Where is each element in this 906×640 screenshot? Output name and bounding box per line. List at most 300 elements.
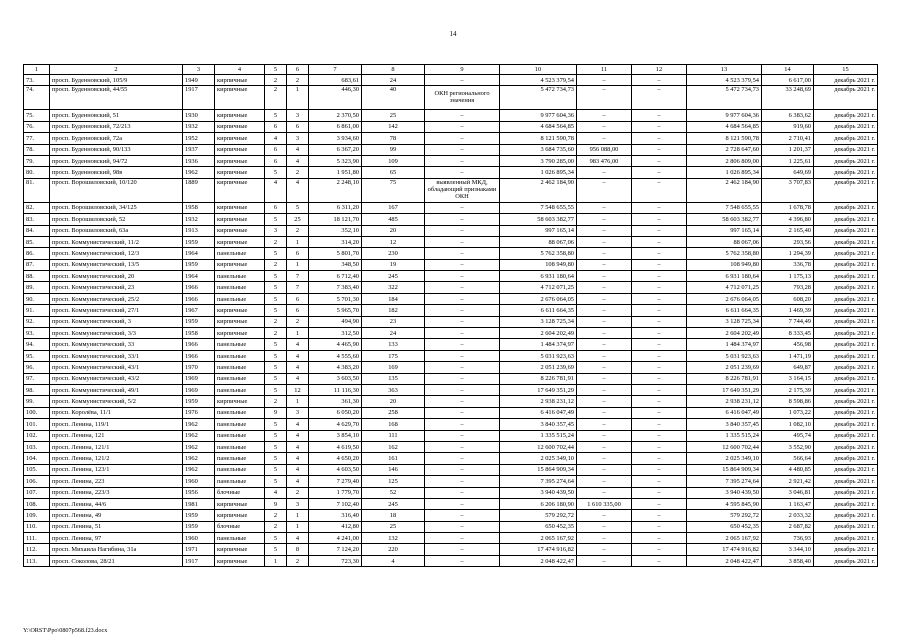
cell-heritage-status: – bbox=[425, 510, 500, 521]
cell-row-number: 80. bbox=[24, 167, 50, 178]
cell-wall-material: панельные bbox=[215, 350, 265, 361]
cell-year-built: 1959 bbox=[183, 316, 215, 327]
cell-cost-owners: 6 611 664,35 bbox=[687, 305, 762, 316]
cell-address: просп. Коммунистический, 20 bbox=[50, 271, 183, 282]
cell-heritage-status: – bbox=[425, 453, 500, 464]
table-row bbox=[24, 453, 878, 464]
cell-cost-funds-b: – bbox=[632, 293, 687, 304]
cell-cost-funds-b: – bbox=[632, 476, 687, 487]
cell-floors: 9 bbox=[265, 498, 287, 509]
cell-residents: 109 bbox=[362, 155, 425, 166]
cell-completion-date: декабрь 2021 г. bbox=[814, 202, 878, 213]
cell-cost-funds-a: – bbox=[577, 487, 632, 498]
cell-row-number: 105. bbox=[24, 464, 50, 475]
cell-cost-per-sqm: 2 033,32 bbox=[762, 510, 814, 521]
cell-cost-per-sqm: 4 480,85 bbox=[762, 464, 814, 475]
cell-cost-per-sqm: 2 710,41 bbox=[762, 133, 814, 144]
cell-cost-owners: 5 762 358,80 bbox=[687, 248, 762, 259]
cell-cost-funds-b: – bbox=[632, 75, 687, 86]
cell-cost-funds-b: – bbox=[632, 155, 687, 166]
cell-cost-funds-b: – bbox=[632, 144, 687, 155]
cell-row-number: 111. bbox=[24, 533, 50, 544]
cell-cost-funds-a: 1 610 335,00 bbox=[577, 498, 632, 509]
table-row bbox=[24, 430, 878, 441]
cell-year-built: 1962 bbox=[183, 430, 215, 441]
column-header-13: 13 bbox=[687, 65, 762, 75]
table-row bbox=[24, 487, 878, 498]
cell-address: просп. Коммунистический, 3/3 bbox=[50, 328, 183, 339]
cell-wall-material: кирпичные bbox=[215, 110, 265, 121]
cell-cost-funds-a: – bbox=[577, 110, 632, 121]
cell-cost-funds-b: – bbox=[632, 86, 687, 110]
cell-entrances: 4 bbox=[287, 373, 309, 384]
cell-floors: 4 bbox=[265, 178, 287, 202]
cell-heritage-status: – bbox=[425, 384, 500, 395]
cell-address: просп. Ленина, 121/2 bbox=[50, 453, 183, 464]
cell-heritage-status: – bbox=[425, 396, 500, 407]
cell-cost-funds-b: – bbox=[632, 510, 687, 521]
cell-completion-date: декабрь 2021 г. bbox=[814, 533, 878, 544]
table-row bbox=[24, 202, 878, 213]
cell-completion-date: декабрь 2021 г. bbox=[814, 167, 878, 178]
cell-completion-date: декабрь 2021 г. bbox=[814, 248, 878, 259]
cell-floors: 5 bbox=[265, 430, 287, 441]
cell-residents: 99 bbox=[362, 144, 425, 155]
column-number-header-row bbox=[24, 65, 878, 75]
table-row bbox=[24, 110, 878, 121]
cell-year-built: 1958 bbox=[183, 202, 215, 213]
cell-address: просп. Ворошиловский, 63а bbox=[50, 225, 183, 236]
cell-heritage-status: – bbox=[425, 350, 500, 361]
cell-cost-funds-a: – bbox=[577, 396, 632, 407]
table-row bbox=[24, 225, 878, 236]
cell-cost-funds-a: – bbox=[577, 521, 632, 532]
cell-entrances: 1 bbox=[287, 521, 309, 532]
cell-row-number: 89. bbox=[24, 282, 50, 293]
cell-heritage-status: – bbox=[425, 248, 500, 259]
cell-area: 723,30 bbox=[309, 555, 362, 566]
cell-cost-total: 1 335 515,24 bbox=[500, 430, 577, 441]
cell-entrances: 12 bbox=[287, 384, 309, 395]
cell-entrances: 4 bbox=[287, 533, 309, 544]
cell-year-built: 1932 bbox=[183, 214, 215, 225]
cell-cost-owners: 8 121 590,78 bbox=[687, 133, 762, 144]
cell-area: 494,90 bbox=[309, 316, 362, 327]
cell-heritage-status: – bbox=[425, 293, 500, 304]
cell-residents: 142 bbox=[362, 121, 425, 132]
cell-cost-total: 12 600 702,44 bbox=[500, 441, 577, 452]
cell-floors: 5 bbox=[265, 282, 287, 293]
cell-wall-material: кирпичные bbox=[215, 178, 265, 202]
table-row bbox=[24, 339, 878, 350]
cell-heritage-status: – bbox=[425, 282, 500, 293]
cell-cost-owners: 3 128 725,34 bbox=[687, 316, 762, 327]
document-file-path: Y:\ORST\Ppo\0807p568.f23.docx bbox=[23, 627, 108, 634]
cell-cost-per-sqm: 1 073,22 bbox=[762, 407, 814, 418]
cell-year-built: 1969 bbox=[183, 373, 215, 384]
cell-entrances: 8 bbox=[287, 544, 309, 555]
cell-cost-total: 4 712 071,25 bbox=[500, 282, 577, 293]
cell-heritage-status: – bbox=[425, 328, 500, 339]
cell-cost-funds-a: – bbox=[577, 555, 632, 566]
cell-cost-per-sqm: 736,93 bbox=[762, 533, 814, 544]
cell-address: просп. Михаила Нагибина, 31а bbox=[50, 544, 183, 555]
cell-floors: 3 bbox=[265, 225, 287, 236]
cell-cost-funds-a: – bbox=[577, 225, 632, 236]
table-row bbox=[24, 271, 878, 282]
cell-year-built: 1913 bbox=[183, 225, 215, 236]
cell-floors: 2 bbox=[265, 86, 287, 110]
cell-year-built: 1970 bbox=[183, 362, 215, 373]
cell-residents: 485 bbox=[362, 214, 425, 225]
cell-area: 6 367,20 bbox=[309, 144, 362, 155]
cell-completion-date: декабрь 2021 г. bbox=[814, 133, 878, 144]
cell-cost-per-sqm: 1 225,61 bbox=[762, 155, 814, 166]
cell-cost-funds-b: – bbox=[632, 487, 687, 498]
cell-residents: 25 bbox=[362, 521, 425, 532]
cell-cost-funds-b: – bbox=[632, 373, 687, 384]
cell-cost-owners: 15 864 909,34 bbox=[687, 464, 762, 475]
cell-entrances: 4 bbox=[287, 430, 309, 441]
cell-entrances: 4 bbox=[287, 178, 309, 202]
cell-cost-owners: 108 949,80 bbox=[687, 259, 762, 270]
cell-completion-date: декабрь 2021 г. bbox=[814, 544, 878, 555]
cell-wall-material: кирпичные bbox=[215, 305, 265, 316]
cell-row-number: 90. bbox=[24, 293, 50, 304]
cell-area: 4 241,00 bbox=[309, 533, 362, 544]
cell-heritage-status: – bbox=[425, 214, 500, 225]
cell-cost-total: 1 484 374,97 bbox=[500, 339, 577, 350]
cell-completion-date: декабрь 2021 г. bbox=[814, 384, 878, 395]
cell-completion-date: декабрь 2021 г. bbox=[814, 498, 878, 509]
cell-area: 5 701,30 bbox=[309, 293, 362, 304]
table-row bbox=[24, 544, 878, 555]
cell-area: 7 102,40 bbox=[309, 498, 362, 509]
cell-year-built: 1962 bbox=[183, 453, 215, 464]
cell-residents: 52 bbox=[362, 487, 425, 498]
cell-residents: 65 bbox=[362, 167, 425, 178]
cell-address: просп. Ленина, 97 bbox=[50, 533, 183, 544]
cell-cost-per-sqm: 8 333,45 bbox=[762, 328, 814, 339]
cell-cost-owners: 4 712 071,25 bbox=[687, 282, 762, 293]
cell-residents: 182 bbox=[362, 305, 425, 316]
cell-entrances: 1 bbox=[287, 510, 309, 521]
cell-cost-funds-b: – bbox=[632, 271, 687, 282]
cell-entrances: 1 bbox=[287, 396, 309, 407]
cell-heritage-status: – bbox=[425, 202, 500, 213]
cell-cost-funds-a: – bbox=[577, 510, 632, 521]
cell-completion-date: декабрь 2021 г. bbox=[814, 487, 878, 498]
cell-cost-funds-a: – bbox=[577, 544, 632, 555]
cell-heritage-status: – bbox=[425, 430, 500, 441]
cell-address: просп. Буденновский, 90/133 bbox=[50, 144, 183, 155]
cell-wall-material: кирпичные bbox=[215, 555, 265, 566]
cell-residents: 125 bbox=[362, 476, 425, 487]
cell-area: 683,61 bbox=[309, 75, 362, 86]
cell-residents: 167 bbox=[362, 202, 425, 213]
cell-floors: 2 bbox=[265, 510, 287, 521]
cell-cost-funds-a: – bbox=[577, 86, 632, 110]
cell-heritage-status: ОКН регионального значения bbox=[425, 86, 500, 110]
cell-wall-material: панельные bbox=[215, 419, 265, 430]
column-header-3: 3 bbox=[183, 65, 215, 75]
cell-area: 6 712,40 bbox=[309, 271, 362, 282]
cell-completion-date: декабрь 2021 г. bbox=[814, 316, 878, 327]
cell-floors: 5 bbox=[265, 214, 287, 225]
table-row bbox=[24, 362, 878, 373]
cell-cost-funds-b: – bbox=[632, 498, 687, 509]
cell-completion-date: декабрь 2021 г. bbox=[814, 476, 878, 487]
cell-row-number: 74. bbox=[24, 86, 50, 110]
cell-residents: 24 bbox=[362, 75, 425, 86]
cell-cost-funds-a: – bbox=[577, 476, 632, 487]
cell-cost-funds-a: – bbox=[577, 441, 632, 452]
cell-area: 4 650,20 bbox=[309, 453, 362, 464]
table-row bbox=[24, 178, 878, 202]
cell-cost-per-sqm: 3 164,15 bbox=[762, 373, 814, 384]
cell-cost-total: 17 649 351,29 bbox=[500, 384, 577, 395]
cell-cost-owners: 2 938 231,12 bbox=[687, 396, 762, 407]
cell-heritage-status: – bbox=[425, 533, 500, 544]
cell-residents: 135 bbox=[362, 373, 425, 384]
cell-completion-date: декабрь 2021 г. bbox=[814, 271, 878, 282]
cell-completion-date: декабрь 2021 г. bbox=[814, 259, 878, 270]
cell-year-built: 1956 bbox=[183, 487, 215, 498]
cell-cost-funds-a: – bbox=[577, 178, 632, 202]
cell-cost-total: 2 048 422,47 bbox=[500, 555, 577, 566]
cell-cost-funds-b: – bbox=[632, 339, 687, 350]
cell-cost-per-sqm: 7 744,49 bbox=[762, 316, 814, 327]
cell-residents: 245 bbox=[362, 271, 425, 282]
cell-cost-owners: 7 395 274,64 bbox=[687, 476, 762, 487]
cell-floors: 5 bbox=[265, 271, 287, 282]
cell-entrances: 25 bbox=[287, 214, 309, 225]
cell-entrances: 4 bbox=[287, 362, 309, 373]
cell-row-number: 75. bbox=[24, 110, 50, 121]
page-number: 14 bbox=[449, 30, 457, 38]
cell-floors: 5 bbox=[265, 167, 287, 178]
cell-floors: 5 bbox=[265, 350, 287, 361]
cell-wall-material: панельные bbox=[215, 384, 265, 395]
table-row bbox=[24, 464, 878, 475]
cell-cost-funds-b: – bbox=[632, 133, 687, 144]
cell-residents: 19 bbox=[362, 259, 425, 270]
cell-residents: 75 bbox=[362, 178, 425, 202]
cell-cost-funds-a: – bbox=[577, 133, 632, 144]
cell-wall-material: панельные bbox=[215, 373, 265, 384]
cell-cost-funds-b: – bbox=[632, 167, 687, 178]
cell-address: просп. Коммунистический, 13/5 bbox=[50, 259, 183, 270]
cell-cost-total: 6 416 047,49 bbox=[500, 407, 577, 418]
cell-floors: 5 bbox=[265, 339, 287, 350]
cell-year-built: 1960 bbox=[183, 533, 215, 544]
cell-year-built: 1962 bbox=[183, 441, 215, 452]
table-row bbox=[24, 328, 878, 339]
cell-heritage-status: – bbox=[425, 144, 500, 155]
cell-row-number: 77. bbox=[24, 133, 50, 144]
cell-cost-owners: 2 048 422,47 bbox=[687, 555, 762, 566]
cell-year-built: 1949 bbox=[183, 75, 215, 86]
cell-row-number: 81. bbox=[24, 178, 50, 202]
cell-cost-funds-a: – bbox=[577, 167, 632, 178]
cell-floors: 1 bbox=[265, 555, 287, 566]
cell-floors: 5 bbox=[265, 305, 287, 316]
cell-cost-total: 2 676 064,05 bbox=[500, 293, 577, 304]
cell-completion-date: декабрь 2021 г. bbox=[814, 144, 878, 155]
cell-address: просп. Ворошиловский, 10/120 bbox=[50, 178, 183, 202]
cell-year-built: 1962 bbox=[183, 464, 215, 475]
cell-address: просп. Коммунистический, 49/1 bbox=[50, 384, 183, 395]
cell-cost-per-sqm: 2 175,39 bbox=[762, 384, 814, 395]
table-row bbox=[24, 419, 878, 430]
cell-cost-total: 6 611 664,35 bbox=[500, 305, 577, 316]
cell-cost-owners: 6 416 047,49 bbox=[687, 407, 762, 418]
cell-cost-funds-b: – bbox=[632, 214, 687, 225]
cell-wall-material: кирпичные bbox=[215, 328, 265, 339]
cell-cost-per-sqm: 3 707,83 bbox=[762, 178, 814, 202]
cell-entrances: 2 bbox=[287, 167, 309, 178]
cell-heritage-status: – bbox=[425, 362, 500, 373]
cell-entrances: 4 bbox=[287, 155, 309, 166]
table-row bbox=[24, 396, 878, 407]
cell-cost-per-sqm: 3 552,90 bbox=[762, 441, 814, 452]
cell-cost-funds-b: – bbox=[632, 544, 687, 555]
cell-cost-funds-b: – bbox=[632, 430, 687, 441]
cell-floors: 2 bbox=[265, 396, 287, 407]
cell-wall-material: панельные bbox=[215, 430, 265, 441]
cell-row-number: 103. bbox=[24, 441, 50, 452]
cell-cost-funds-b: – bbox=[632, 110, 687, 121]
cell-address: просп. Ленина, 123/1 bbox=[50, 464, 183, 475]
cell-row-number: 94. bbox=[24, 339, 50, 350]
cell-cost-funds-b: – bbox=[632, 441, 687, 452]
cell-cost-total: 8 226 781,91 bbox=[500, 373, 577, 384]
cell-row-number: 83. bbox=[24, 214, 50, 225]
column-header-15: 15 bbox=[814, 65, 878, 75]
table-row bbox=[24, 498, 878, 509]
cell-floors: 5 bbox=[265, 373, 287, 384]
cell-cost-total: 3 790 285,00 bbox=[500, 155, 577, 166]
cell-completion-date: декабрь 2021 г. bbox=[814, 305, 878, 316]
cell-cost-funds-a: 956 088,00 bbox=[577, 144, 632, 155]
cell-floors: 2 bbox=[265, 259, 287, 270]
cell-cost-per-sqm: 1 082,10 bbox=[762, 419, 814, 430]
cell-cost-owners: 17 649 351,29 bbox=[687, 384, 762, 395]
cell-area: 6 311,20 bbox=[309, 202, 362, 213]
table-row bbox=[24, 373, 878, 384]
cell-completion-date: декабрь 2021 г. bbox=[814, 110, 878, 121]
cell-year-built: 1967 bbox=[183, 305, 215, 316]
cell-cost-funds-b: – bbox=[632, 225, 687, 236]
cell-address: просп. Ленина, 49 bbox=[50, 510, 183, 521]
cell-area: 7 124,20 bbox=[309, 544, 362, 555]
cell-year-built: 1952 bbox=[183, 133, 215, 144]
cell-residents: 18 bbox=[362, 510, 425, 521]
cell-area: 4 619,50 bbox=[309, 441, 362, 452]
cell-entrances: 1 bbox=[287, 328, 309, 339]
cell-row-number: 93. bbox=[24, 328, 50, 339]
cell-row-number: 82. bbox=[24, 202, 50, 213]
cell-cost-funds-b: – bbox=[632, 248, 687, 259]
column-header-10: 10 bbox=[500, 65, 577, 75]
cell-cost-total: 2 065 167,92 bbox=[500, 533, 577, 544]
cell-wall-material: панельные bbox=[215, 407, 265, 418]
cell-cost-funds-a: – bbox=[577, 419, 632, 430]
cell-address: просп. Ленина, 119/1 bbox=[50, 419, 183, 430]
cell-completion-date: декабрь 2021 г. bbox=[814, 430, 878, 441]
cell-floors: 6 bbox=[265, 202, 287, 213]
cell-heritage-status: – bbox=[425, 498, 500, 509]
cell-cost-owners: 2 728 647,60 bbox=[687, 144, 762, 155]
table-body bbox=[24, 65, 878, 567]
cell-address: просп. Коммунистический, 27/1 bbox=[50, 305, 183, 316]
cell-wall-material: панельные bbox=[215, 248, 265, 259]
cell-cost-total: 6 931 180,64 bbox=[500, 271, 577, 282]
cell-entrances: 2 bbox=[287, 555, 309, 566]
cell-area: 4 629,70 bbox=[309, 419, 362, 430]
cell-entrances: 4 bbox=[287, 464, 309, 475]
cell-wall-material: кирпичные bbox=[215, 316, 265, 327]
cell-cost-per-sqm: 2 921,42 bbox=[762, 476, 814, 487]
cell-row-number: 102. bbox=[24, 430, 50, 441]
cell-floors: 6 bbox=[265, 144, 287, 155]
cell-heritage-status: – bbox=[425, 487, 500, 498]
cell-cost-funds-a: – bbox=[577, 75, 632, 86]
table-row bbox=[24, 521, 878, 532]
cell-address: просп. Королёва, 11/1 bbox=[50, 407, 183, 418]
cell-year-built: 1969 bbox=[183, 384, 215, 395]
cell-heritage-status: – bbox=[425, 521, 500, 532]
cell-residents: 12 bbox=[362, 236, 425, 247]
column-header-7: 7 bbox=[309, 65, 362, 75]
cell-cost-owners: 9 977 604,36 bbox=[687, 110, 762, 121]
cell-cost-total: 6 206 180,90 bbox=[500, 498, 577, 509]
cell-year-built: 1917 bbox=[183, 86, 215, 110]
cell-address: просп. Буденновский, 94/72 bbox=[50, 155, 183, 166]
table-row bbox=[24, 259, 878, 270]
cell-cost-funds-a: – bbox=[577, 384, 632, 395]
cell-year-built: 1889 bbox=[183, 178, 215, 202]
cell-area: 316,40 bbox=[309, 510, 362, 521]
cell-cost-funds-a: – bbox=[577, 316, 632, 327]
cell-row-number: 97. bbox=[24, 373, 50, 384]
cell-residents: 230 bbox=[362, 248, 425, 259]
cell-year-built: 1960 bbox=[183, 476, 215, 487]
cell-wall-material: панельные bbox=[215, 339, 265, 350]
cell-cost-funds-b: – bbox=[632, 178, 687, 202]
cell-area: 1 951,80 bbox=[309, 167, 362, 178]
cell-cost-funds-a: – bbox=[577, 248, 632, 259]
cell-wall-material: панельные bbox=[215, 282, 265, 293]
cell-cost-owners: 12 600 702,44 bbox=[687, 441, 762, 452]
cell-residents: 245 bbox=[362, 498, 425, 509]
cell-entrances: 2 bbox=[287, 225, 309, 236]
cell-completion-date: декабрь 2021 г. bbox=[814, 396, 878, 407]
cell-cost-per-sqm: 6 383,62 bbox=[762, 110, 814, 121]
table-row bbox=[24, 75, 878, 86]
cell-completion-date: декабрь 2021 г. bbox=[814, 293, 878, 304]
cell-cost-total: 3 684 735,60 bbox=[500, 144, 577, 155]
cell-heritage-status: – bbox=[425, 271, 500, 282]
cell-residents: 78 bbox=[362, 133, 425, 144]
cell-address: просп. Буденновский, 44/55 bbox=[50, 86, 183, 110]
cell-year-built: 1959 bbox=[183, 510, 215, 521]
cell-residents: 258 bbox=[362, 407, 425, 418]
cell-floors: 5 bbox=[265, 362, 287, 373]
cell-wall-material: панельные bbox=[215, 362, 265, 373]
cell-year-built: 1964 bbox=[183, 248, 215, 259]
cell-row-number: 107. bbox=[24, 487, 50, 498]
